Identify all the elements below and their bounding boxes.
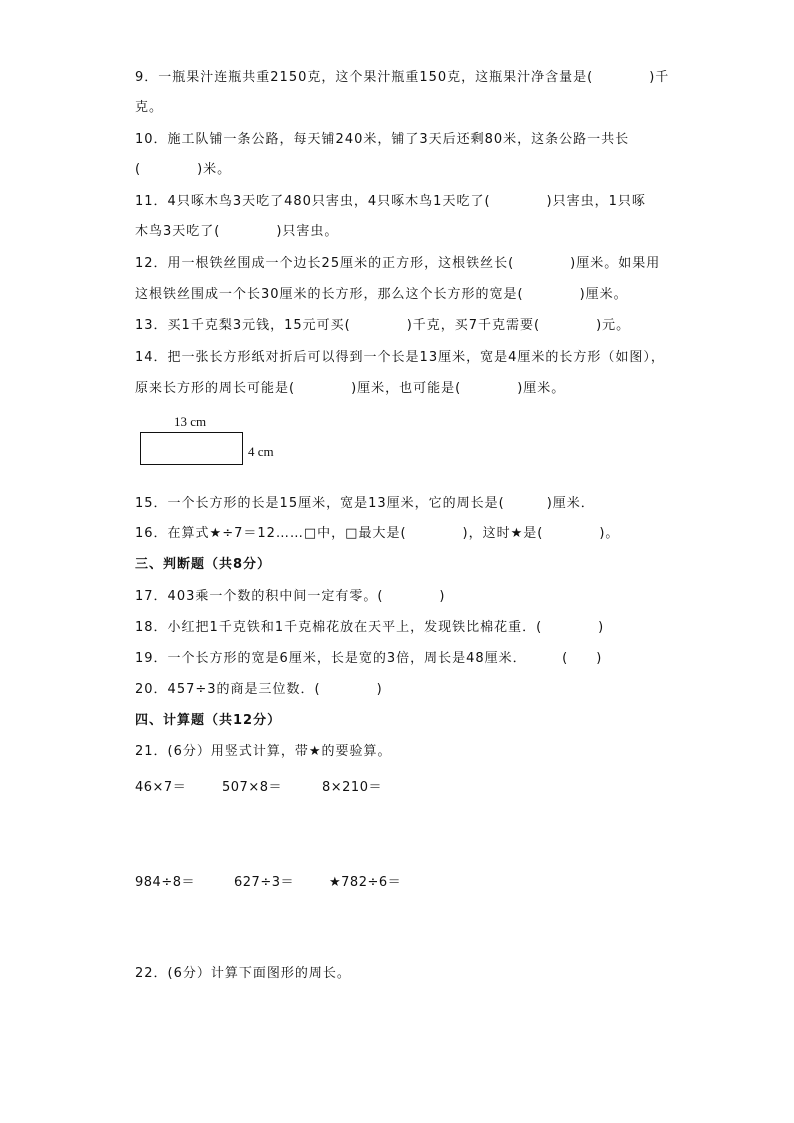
calc-item: 984÷8＝	[135, 875, 195, 890]
calc-item: 507×8＝	[222, 780, 282, 795]
q14-line1: 14．把一张长方形纸对折后可以得到一个长是13厘米，宽是4厘米的长方形（如图），	[135, 350, 665, 365]
q18-line: 18．小红把1千克铁和1千克棉花放在天平上，发现铁比棉花重．( )	[135, 620, 605, 635]
figure-length-label: 13 cm	[174, 414, 207, 429]
q17-line: 17．403乘一个数的积中间一定有零。( )	[135, 589, 446, 604]
q9-line2: 克。	[135, 100, 164, 115]
section-3-heading: 三、判断题（共8分）	[135, 557, 272, 572]
q22-line: 22．(6分）计算下面图形的周长。	[135, 966, 351, 981]
calc-item: 8×210＝	[322, 780, 382, 795]
q21-line: 21．(6分）用竖式计算，带★的要验算。	[135, 744, 392, 759]
calc-item: ★782÷6＝	[329, 875, 402, 890]
q12-line2: 这根铁丝围成一个长30厘米的长方形，那么这个长方形的宽是( )厘米。	[135, 287, 628, 302]
section-4-heading: 四、计算题（共12分）	[135, 713, 282, 728]
q11-line2: 木鸟3天吃了( )只害虫。	[135, 224, 339, 239]
q13-line: 13．买1千克梨3元钱，15元可买( )千克，买7千克需要( )元。	[135, 318, 631, 333]
q14-line2: 原来长方形的周长可能是( )厘米，也可能是( )厘米。	[135, 381, 566, 396]
q10-line1: 10．施工队铺一条公路，每天铺240米，铺了3天后还剩80米，这条公路一共长	[135, 132, 630, 147]
q20-line: 20．457÷3的商是三位数．( )	[135, 682, 383, 697]
figure-rectangle	[140, 432, 243, 465]
q16-line: 16．在算式★÷7＝12……□中，□最大是( )，这时★是( )。	[135, 526, 620, 541]
q15-line: 15．一个长方形的长是15厘米，宽是13厘米，它的周长是( )厘米．	[135, 496, 595, 511]
calc-item: 46×7＝	[135, 780, 187, 795]
q12-line1: 12．用一根铁丝围成一个边长25厘米的正方形，这根铁丝长( )厘米。如果用	[135, 256, 661, 271]
q10-line2: ( )米。	[135, 162, 232, 177]
calc-item: 627÷3＝	[234, 875, 294, 890]
figure-width-label: 4 cm	[248, 444, 274, 459]
q19-line: 19．一个长方形的宽是6厘米，长是宽的3倍，周长是48厘米． ( )	[135, 651, 603, 666]
q9-line1: 9．一瓶果汁连瓶共重2150克，这个果汁瓶重150克，这瓶果汁净含量是( )千	[135, 70, 670, 85]
q11-line1: 11．4只啄木鸟3天吃了480只害虫，4只啄木鸟1天吃了( )只害虫，1只啄	[135, 194, 646, 209]
